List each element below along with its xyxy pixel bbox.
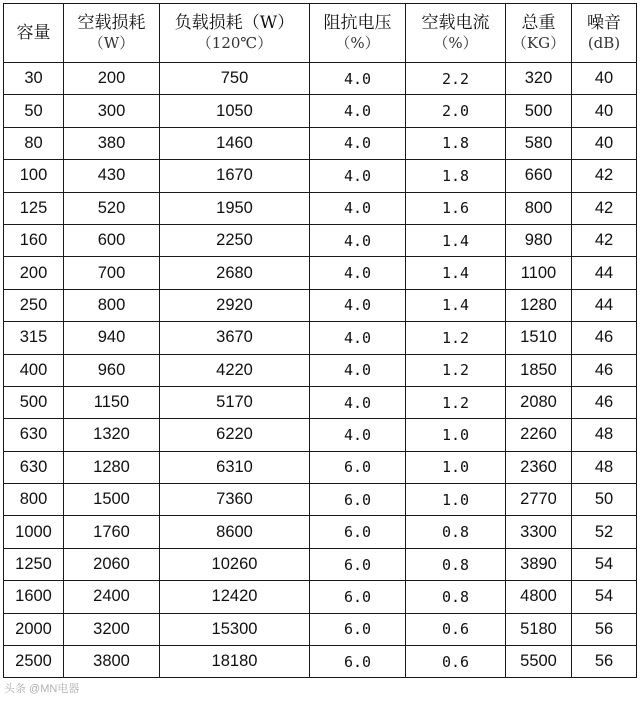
- noise-cell: 42: [572, 160, 637, 192]
- noise-cell: 44: [572, 289, 637, 321]
- table-row: [4, 354, 637, 386]
- total-weight-cell: 320: [506, 63, 572, 95]
- table-row: [4, 419, 637, 451]
- header-no-load-loss: [64, 4, 160, 63]
- load-loss-cell: 12420: [160, 581, 310, 613]
- impedance-voltage-cell: 6.0: [310, 484, 406, 516]
- header-label: 噪音: [587, 13, 621, 33]
- impedance-voltage-cell: 6.0: [310, 516, 406, 548]
- load-loss-cell: 2920: [160, 289, 310, 321]
- capacity-cell: 100: [4, 160, 64, 192]
- no-load-current-cell: 2.2: [406, 63, 506, 95]
- impedance-voltage-cell: 6.0: [310, 613, 406, 645]
- capacity-cell: 2000: [4, 613, 64, 645]
- no-load-loss-cell: 200: [64, 63, 160, 95]
- no-load-current-cell: 0.8: [406, 581, 506, 613]
- impedance-voltage-cell: 4.0: [310, 160, 406, 192]
- no-load-current-cell: 1.8: [406, 127, 506, 159]
- no-load-loss-cell: 700: [64, 257, 160, 289]
- capacity-cell: 2500: [4, 646, 64, 678]
- capacity-cell: 30: [4, 63, 64, 95]
- capacity-cell: 630: [4, 451, 64, 483]
- header-unit: (dB): [587, 34, 621, 52]
- table-body: [4, 63, 637, 678]
- load-loss-cell: 7360: [160, 484, 310, 516]
- header-capacity: [4, 4, 64, 63]
- header-label: 容量: [16, 23, 51, 43]
- total-weight-cell: 1510: [506, 322, 572, 354]
- header-label: 总重: [521, 13, 556, 33]
- no-load-loss-cell: 600: [64, 224, 160, 256]
- header-row: [4, 4, 637, 63]
- table-row: [4, 516, 637, 548]
- capacity-cell: 500: [4, 386, 64, 418]
- impedance-voltage-cell: 4.0: [310, 354, 406, 386]
- impedance-voltage-cell: 4.0: [310, 127, 406, 159]
- no-load-current-cell: 1.4: [406, 289, 506, 321]
- header-unit: （%）: [433, 34, 478, 52]
- table-row: [4, 322, 637, 354]
- load-loss-cell: 1950: [160, 192, 310, 224]
- no-load-current-cell: 2.0: [406, 95, 506, 127]
- impedance-voltage-cell: 4.0: [310, 63, 406, 95]
- no-load-loss-cell: 3800: [64, 646, 160, 678]
- total-weight-cell: 1850: [506, 354, 572, 386]
- noise-cell: 44: [572, 257, 637, 289]
- header-total-weight: [506, 4, 572, 63]
- header-noise: [572, 4, 637, 63]
- total-weight-cell: 580: [506, 127, 572, 159]
- load-loss-cell: 10260: [160, 548, 310, 580]
- total-weight-cell: 1280: [506, 289, 572, 321]
- noise-cell: 40: [572, 95, 637, 127]
- noise-cell: 42: [572, 224, 637, 256]
- total-weight-cell: 5500: [506, 646, 572, 678]
- noise-cell: 40: [572, 127, 637, 159]
- no-load-loss-cell: 300: [64, 95, 160, 127]
- impedance-voltage-cell: 6.0: [310, 548, 406, 580]
- total-weight-cell: 1100: [506, 257, 572, 289]
- table-row: [4, 646, 637, 678]
- no-load-current-cell: 1.4: [406, 224, 506, 256]
- noise-cell: 48: [572, 419, 637, 451]
- table-row: [4, 95, 637, 127]
- capacity-cell: 250: [4, 289, 64, 321]
- capacity-cell: 125: [4, 192, 64, 224]
- header-label: 空载损耗: [77, 13, 146, 33]
- total-weight-cell: 3300: [506, 516, 572, 548]
- no-load-current-cell: 1.4: [406, 257, 506, 289]
- table-row: [4, 257, 637, 289]
- no-load-current-cell: 0.8: [406, 548, 506, 580]
- no-load-current-cell: 1.0: [406, 451, 506, 483]
- table-row: [4, 484, 637, 516]
- no-load-loss-cell: 940: [64, 322, 160, 354]
- table-row: [4, 613, 637, 645]
- impedance-voltage-cell: 6.0: [310, 646, 406, 678]
- header-load-loss: [160, 4, 310, 63]
- load-loss-cell: 750: [160, 63, 310, 95]
- load-loss-cell: 6310: [160, 451, 310, 483]
- load-loss-cell: 3670: [160, 322, 310, 354]
- load-loss-cell: 1050: [160, 95, 310, 127]
- capacity-cell: 400: [4, 354, 64, 386]
- impedance-voltage-cell: 4.0: [310, 95, 406, 127]
- total-weight-cell: 2260: [506, 419, 572, 451]
- total-weight-cell: 980: [506, 224, 572, 256]
- noise-cell: 42: [572, 192, 637, 224]
- total-weight-cell: 5180: [506, 613, 572, 645]
- table-row: [4, 548, 637, 580]
- impedance-voltage-cell: 4.0: [310, 224, 406, 256]
- header-label: 负载损耗（W）: [174, 13, 295, 33]
- header-unit: （W）: [88, 34, 135, 52]
- watermark: 头条 @MN电器: [4, 683, 80, 695]
- no-load-loss-cell: 430: [64, 160, 160, 192]
- no-load-current-cell: 0.6: [406, 646, 506, 678]
- header-label: 阻抗电压: [323, 13, 392, 33]
- header-unit: （120℃）: [196, 34, 273, 52]
- no-load-loss-cell: 1500: [64, 484, 160, 516]
- no-load-loss-cell: 2060: [64, 548, 160, 580]
- table-row: [4, 451, 637, 483]
- load-loss-cell: 6220: [160, 419, 310, 451]
- no-load-loss-cell: 2400: [64, 581, 160, 613]
- table-row: [4, 160, 637, 192]
- load-loss-cell: 1460: [160, 127, 310, 159]
- noise-cell: 50: [572, 484, 637, 516]
- capacity-cell: 80: [4, 127, 64, 159]
- table-row: [4, 192, 637, 224]
- no-load-loss-cell: 1760: [64, 516, 160, 548]
- table-row: [4, 127, 637, 159]
- noise-cell: 46: [572, 386, 637, 418]
- noise-cell: 46: [572, 322, 637, 354]
- no-load-current-cell: 1.0: [406, 484, 506, 516]
- noise-cell: 56: [572, 613, 637, 645]
- impedance-voltage-cell: 4.0: [310, 289, 406, 321]
- impedance-voltage-cell: 4.0: [310, 386, 406, 418]
- impedance-voltage-cell: 4.0: [310, 322, 406, 354]
- header-label: 空载电流: [421, 13, 490, 33]
- noise-cell: 54: [572, 548, 637, 580]
- noise-cell: 46: [572, 354, 637, 386]
- no-load-current-cell: 1.0: [406, 419, 506, 451]
- table-row: [4, 63, 637, 95]
- no-load-current-cell: 1.2: [406, 354, 506, 386]
- no-load-loss-cell: 3200: [64, 613, 160, 645]
- capacity-cell: 160: [4, 224, 64, 256]
- total-weight-cell: 4800: [506, 581, 572, 613]
- capacity-cell: 630: [4, 419, 64, 451]
- total-weight-cell: 2080: [506, 386, 572, 418]
- transformer-spec-table: [3, 3, 637, 678]
- no-load-loss-cell: 380: [64, 127, 160, 159]
- load-loss-cell: 2680: [160, 257, 310, 289]
- header-impedance-voltage: [310, 4, 406, 63]
- no-load-loss-cell: 1150: [64, 386, 160, 418]
- no-load-current-cell: 0.6: [406, 613, 506, 645]
- table-row: [4, 224, 637, 256]
- header-unit: （KG）: [511, 34, 566, 52]
- noise-cell: 52: [572, 516, 637, 548]
- no-load-current-cell: 1.6: [406, 192, 506, 224]
- capacity-cell: 315: [4, 322, 64, 354]
- no-load-current-cell: 0.8: [406, 516, 506, 548]
- impedance-voltage-cell: 4.0: [310, 257, 406, 289]
- capacity-cell: 1250: [4, 548, 64, 580]
- no-load-loss-cell: 1320: [64, 419, 160, 451]
- total-weight-cell: 500: [506, 95, 572, 127]
- no-load-current-cell: 1.2: [406, 386, 506, 418]
- table-row: [4, 386, 637, 418]
- total-weight-cell: 3890: [506, 548, 572, 580]
- impedance-voltage-cell: 6.0: [310, 451, 406, 483]
- capacity-cell: 50: [4, 95, 64, 127]
- capacity-cell: 1000: [4, 516, 64, 548]
- noise-cell: 56: [572, 646, 637, 678]
- impedance-voltage-cell: 4.0: [310, 419, 406, 451]
- load-loss-cell: 8600: [160, 516, 310, 548]
- table-row: [4, 581, 637, 613]
- no-load-current-cell: 1.8: [406, 160, 506, 192]
- capacity-cell: 1600: [4, 581, 64, 613]
- no-load-loss-cell: 520: [64, 192, 160, 224]
- capacity-cell: 200: [4, 257, 64, 289]
- total-weight-cell: 2770: [506, 484, 572, 516]
- impedance-voltage-cell: 6.0: [310, 581, 406, 613]
- table-row: [4, 289, 637, 321]
- no-load-loss-cell: 1280: [64, 451, 160, 483]
- noise-cell: 48: [572, 451, 637, 483]
- no-load-loss-cell: 800: [64, 289, 160, 321]
- total-weight-cell: 660: [506, 160, 572, 192]
- load-loss-cell: 4220: [160, 354, 310, 386]
- no-load-loss-cell: 960: [64, 354, 160, 386]
- noise-cell: 54: [572, 581, 637, 613]
- load-loss-cell: 5170: [160, 386, 310, 418]
- load-loss-cell: 18180: [160, 646, 310, 678]
- load-loss-cell: 2250: [160, 224, 310, 256]
- header-no-load-current: [406, 4, 506, 63]
- load-loss-cell: 1670: [160, 160, 310, 192]
- total-weight-cell: 2360: [506, 451, 572, 483]
- total-weight-cell: 800: [506, 192, 572, 224]
- no-load-current-cell: 1.2: [406, 322, 506, 354]
- noise-cell: 40: [572, 63, 637, 95]
- capacity-cell: 800: [4, 484, 64, 516]
- impedance-voltage-cell: 4.0: [310, 192, 406, 224]
- load-loss-cell: 15300: [160, 613, 310, 645]
- header-unit: （%）: [335, 34, 380, 52]
